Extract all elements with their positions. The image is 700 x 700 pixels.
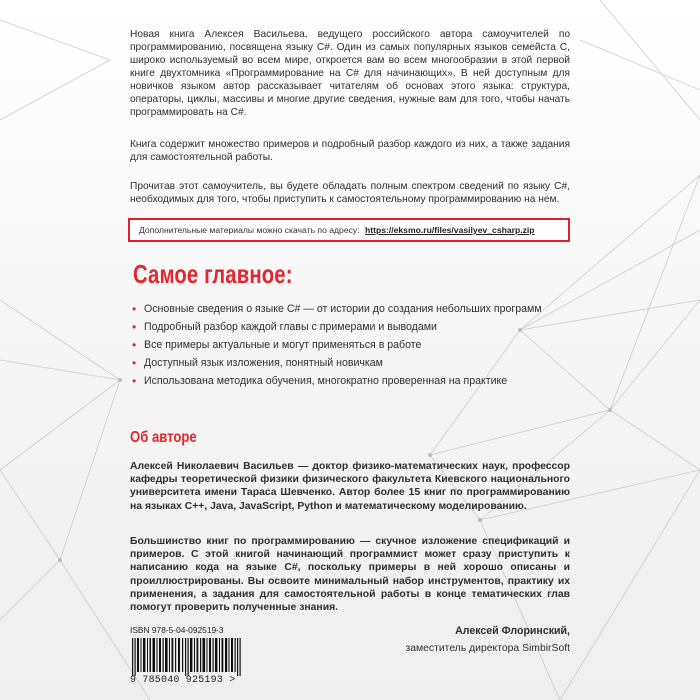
- list-item: • Использована методика обучения, многократно проверенная на практике: [132, 374, 508, 388]
- examples-paragraph: Книга содержит множество примеров и подробный разбор каждого из них, а также задания для самостоятельной работы.: [130, 139, 570, 164]
- list-item: • Все примеры актуальные и могут применяться в работе: [132, 338, 422, 352]
- author-bio: Алексей Николаевич Васильев — доктор физико-математических наук, профессор кафедры теоретической физики физического факультета Киевского национального университета имени Тараса Шевченко. Автор более 15 книг по программированию на языках C++, Java, JavaScript, Python и математическому моделированию.: [130, 461, 570, 512]
- bullet-icon: •: [132, 320, 137, 334]
- highlights-list: [130, 302, 550, 392]
- outcome-paragraph: Прочитав этот самоучитель, вы будете обладать полным спектром сведений по языку C#, необходимых для того, чтобы приступить к самостоятельному программированию на нем.: [130, 181, 570, 206]
- highlights-heading: Самое главное:: [133, 259, 293, 289]
- bullet-icon: •: [132, 356, 137, 370]
- list-item: • Подробный разбор каждой главы с примерами и выводами: [132, 320, 437, 334]
- download-box: [128, 218, 570, 242]
- review-quote: Большинство книг по программированию — скучное изложение спецификаций и примеров. С этой книгой начинающий программист может сразу приступить к написанию кода на языке C#, поскольку примеры в ней хорошо описаны и проиллюстрированы. Вы освоите минимальный набор инструментов, практику их применения, а задания для самостоятельной работы в конце тематических глав помогут проверить полученные знания.: [130, 536, 570, 614]
- bullet-icon: •: [132, 302, 137, 316]
- list-item: • Основные сведения о языке C# — от истории до создания небольших программ: [132, 302, 542, 316]
- barcode-icon: [130, 638, 247, 676]
- list-item: • Доступный язык изложения, понятный новичкам: [132, 356, 383, 370]
- about-author-heading: Об авторе: [130, 429, 197, 446]
- isbn-label: ISBN 978-5-04-092519-3: [130, 625, 224, 635]
- download-label: Дополнительные материалы можно скачать по адресу:: [139, 225, 360, 235]
- bullet-icon: •: [132, 374, 137, 388]
- barcode-digits: 9 785040 925193 >: [130, 675, 236, 686]
- reviewer-role: заместитель директора SimbirSoft: [405, 643, 570, 654]
- intro-paragraph: Новая книга Алексея Васильева, ведущего российского автора самоучителей по программированию, посвящена языку C#. Один из самых популярных языков семейста С, широко используемый во всем мире, откроется вам во всем многообразии в этой первой книге двухтомника «Программирование на C# для начинающих». В ней доступным для новичков языком автор рассказывает читателям об основах этого языка: структура, операторы, циклы, массивы и многие другие сведения, нужные вам для того, чтобы начать программировать на C#.: [130, 29, 570, 119]
- download-link[interactable]: https://eksmo.ru/files/vasilyev_csharp.zip: [364, 225, 535, 235]
- reviewer-name: Алексей Флоринский,: [455, 625, 570, 637]
- isbn-block: [130, 625, 247, 686]
- bullet-icon: •: [132, 338, 137, 352]
